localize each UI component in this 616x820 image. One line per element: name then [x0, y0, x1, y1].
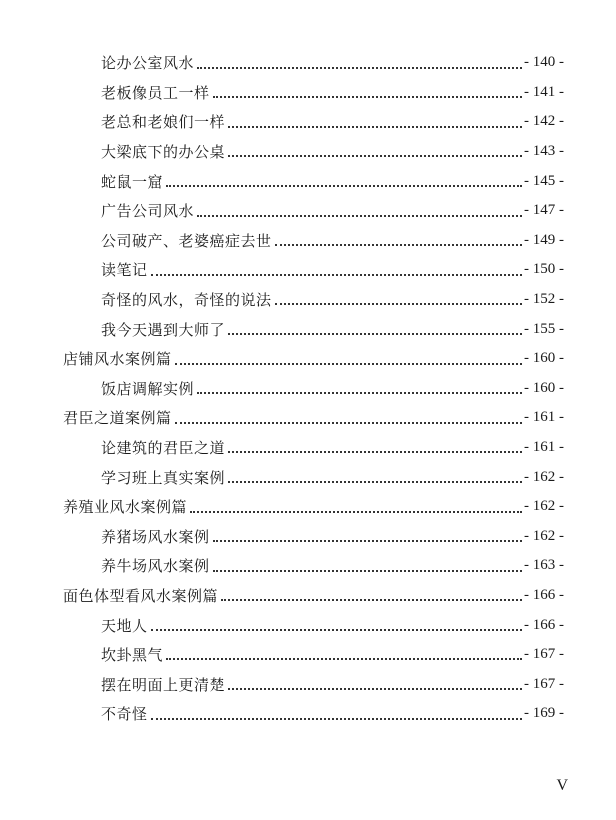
toc-dot-leader — [166, 184, 522, 187]
toc-entry-title: 摆在明面上更清楚 — [101, 675, 226, 694]
toc-entry-title: 店铺风水案例篇 — [63, 350, 172, 369]
toc-entry-page: - 161 - — [524, 409, 564, 426]
toc-dot-leader — [213, 95, 522, 98]
toc-entry-page: - 162 - — [524, 527, 564, 544]
toc-entry-title: 养牛场风水案例 — [101, 557, 210, 576]
toc-entry-page: - 149 - — [524, 231, 564, 248]
page-number: V — [556, 777, 568, 794]
toc-subsection-entry — [0, 462, 616, 492]
toc-dot-leader — [151, 273, 522, 276]
toc-entry-title: 读笔记 — [101, 261, 148, 280]
toc-subsection-entry — [0, 522, 616, 552]
toc-section-entry — [0, 581, 616, 611]
toc-dot-leader — [228, 332, 522, 335]
toc-subsection-entry — [0, 166, 616, 196]
toc-entry-title: 养殖业风水案例篇 — [63, 498, 188, 517]
toc-entry-page: - 147 - — [524, 202, 564, 219]
toc-entry-page: - 162 - — [524, 468, 564, 485]
toc-subsection-entry — [0, 255, 616, 285]
toc-dot-leader — [275, 243, 522, 246]
toc-entry-title: 广告公司风水 — [101, 202, 195, 221]
toc-entry-page: - 141 - — [524, 83, 564, 100]
toc-entry-page: - 152 - — [524, 291, 564, 308]
toc-entry-page: - 155 - — [524, 320, 564, 337]
toc-subsection-entry — [0, 433, 616, 463]
toc-subsection-entry — [0, 374, 616, 404]
toc-entry-page: - 167 - — [524, 675, 564, 692]
toc-entry-page: - 150 - — [524, 261, 564, 278]
toc-dot-leader — [197, 66, 522, 69]
toc-entry-title: 君臣之道案例篇 — [63, 409, 172, 428]
toc-dot-leader — [228, 450, 522, 453]
toc-subsection-entry — [0, 699, 616, 729]
toc-section-entry — [0, 344, 616, 374]
toc-subsection-entry — [0, 78, 616, 108]
toc-entry-page: - 169 - — [524, 705, 564, 722]
toc-entry-page: - 140 - — [524, 54, 564, 71]
toc-dot-leader — [197, 391, 522, 394]
toc-entry-page: - 143 - — [524, 143, 564, 160]
toc-subsection-entry — [0, 669, 616, 699]
toc-entry-title: 论办公室风水 — [101, 54, 195, 73]
toc-dot-leader — [221, 598, 522, 601]
toc-entry-page: - 161 - — [524, 439, 564, 456]
toc-entry-title: 养猪场风水案例 — [101, 527, 210, 546]
toc-entry-page: - 160 - — [524, 350, 564, 367]
toc-entry-title: 蛇鼠一窟 — [101, 172, 164, 191]
toc-entry-title: 老总和老娘们一样 — [101, 113, 226, 132]
toc-entry-title: 论建筑的君臣之道 — [101, 439, 226, 458]
toc-entry-title: 面色体型看风水案例篇 — [63, 586, 219, 605]
toc-entry-title: 天地人 — [101, 616, 148, 635]
toc-subsection-entry — [0, 107, 616, 137]
toc-entry-title: 公司破产、老婆癌症去世 — [101, 231, 272, 250]
toc-entry-page: - 162 - — [524, 498, 564, 515]
toc-entry-page: - 166 - — [524, 586, 564, 603]
toc-entry-page: - 167 - — [524, 646, 564, 663]
toc-entry-page: - 142 - — [524, 113, 564, 130]
toc-dot-leader — [213, 539, 522, 542]
toc-dot-leader — [190, 510, 522, 513]
toc-subsection-entry — [0, 551, 616, 581]
toc-dot-leader — [151, 717, 522, 720]
toc-entry-page: - 166 - — [524, 616, 564, 633]
toc-dot-leader — [228, 480, 522, 483]
toc-subsection-entry — [0, 640, 616, 670]
toc-dot-leader — [175, 421, 522, 424]
table-of-contents — [0, 48, 616, 729]
toc-entry-page: - 160 - — [524, 379, 564, 396]
toc-entry-title: 饭店调解实例 — [101, 379, 195, 398]
toc-entry-title: 我今天遇到大师了 — [101, 320, 226, 339]
toc-dot-leader — [175, 362, 522, 365]
toc-dot-leader — [275, 302, 522, 305]
toc-dot-leader — [197, 214, 522, 217]
toc-subsection-entry — [0, 137, 616, 167]
toc-dot-leader — [228, 687, 522, 690]
toc-entry-title: 老板像员工一样 — [101, 83, 210, 102]
toc-entry-title: 奇怪的风水，奇怪的说法 — [101, 291, 272, 310]
toc-entry-page: - 163 - — [524, 557, 564, 574]
toc-dot-leader — [228, 154, 522, 157]
toc-section-entry — [0, 492, 616, 522]
toc-subsection-entry — [0, 285, 616, 315]
toc-entry-title: 坎卦黑气 — [101, 646, 164, 665]
toc-subsection-entry — [0, 196, 616, 226]
toc-subsection-entry — [0, 314, 616, 344]
toc-dot-leader — [166, 657, 522, 660]
toc-dot-leader — [228, 125, 522, 128]
toc-entry-title: 学习班上真实案例 — [101, 468, 226, 487]
toc-subsection-entry — [0, 610, 616, 640]
toc-entry-page: - 145 - — [524, 172, 564, 189]
toc-subsection-entry — [0, 226, 616, 256]
toc-entry-title: 不奇怪 — [101, 705, 148, 724]
toc-entry-title: 大梁底下的办公桌 — [101, 143, 226, 162]
toc-dot-leader — [213, 569, 522, 572]
toc-subsection-entry — [0, 48, 616, 78]
toc-section-entry — [0, 403, 616, 433]
toc-dot-leader — [151, 628, 522, 631]
